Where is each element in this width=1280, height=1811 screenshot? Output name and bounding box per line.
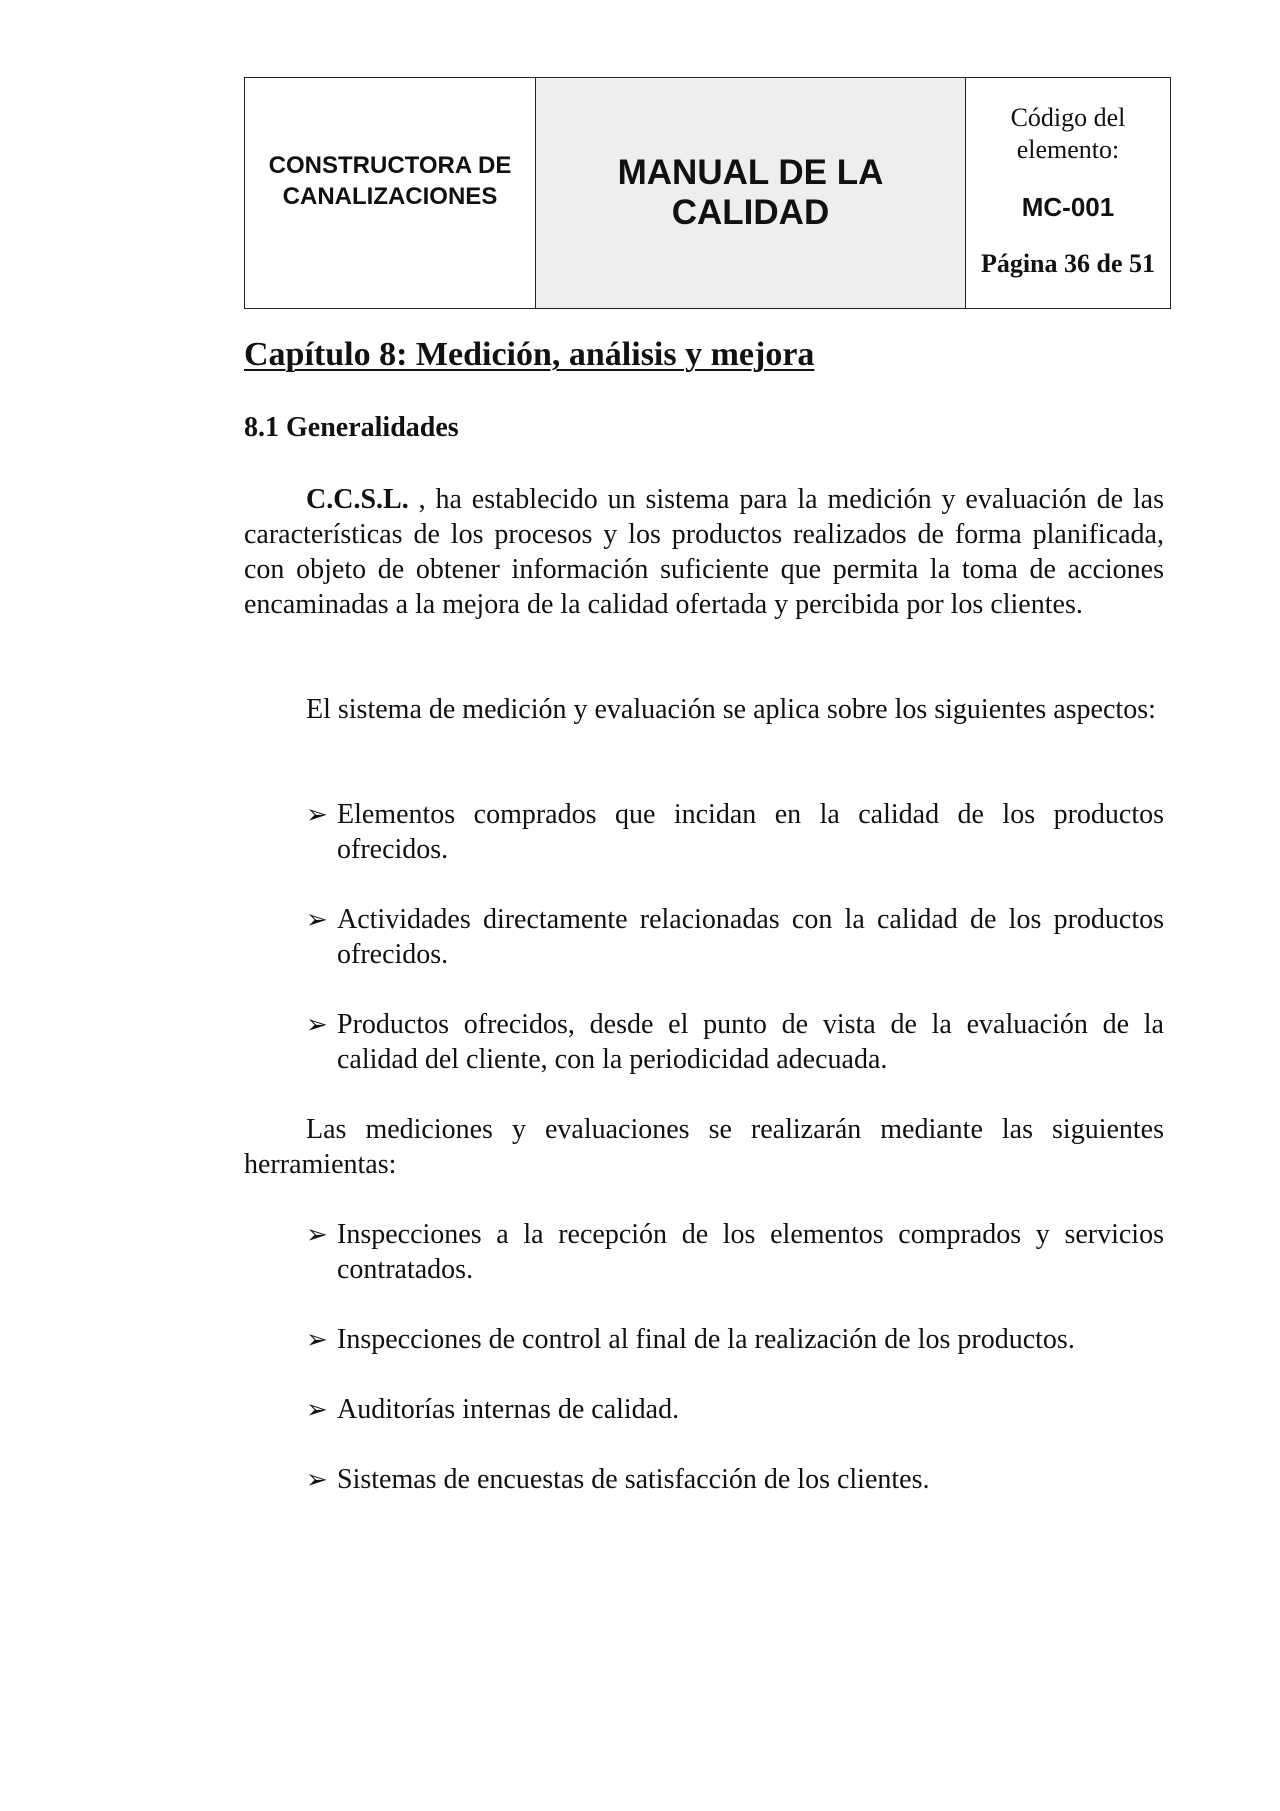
chapter-title: Capítulo 8: Medición, análisis y mejora — [244, 336, 815, 373]
code-label: Código del elemento: — [1010, 102, 1126, 164]
list-item-text: Auditorías internas de calidad. — [337, 1394, 680, 1425]
company-name: CONSTRUCTORA DE CANALIZACIONES — [268, 152, 512, 210]
arrow-bullet-icon: ➢ — [306, 1220, 328, 1249]
list-item — [306, 1007, 1164, 1077]
header-title-cell — [536, 78, 966, 308]
paragraph-intro — [244, 482, 1164, 622]
arrow-bullet-icon: ➢ — [306, 800, 328, 829]
company-acronym: C.C.S.L. — [306, 484, 409, 515]
list-item — [306, 1217, 1164, 1287]
list-item-text: Productos ofrecidos, desde el punto de vista de la evaluación de la calidad del cliente, con la periodicidad adecuada. — [337, 1009, 1164, 1075]
arrow-bullet-icon: ➢ — [306, 1465, 328, 1494]
list-item — [306, 902, 1164, 972]
arrow-bullet-icon: ➢ — [306, 1395, 328, 1424]
list-item-text: Actividades directamente relacionadas con la calidad de los productos ofrecidos. — [337, 904, 1164, 970]
page-number: Página 36 de 51 — [980, 248, 1156, 278]
code-value: MC-001 — [1021, 191, 1115, 222]
manual-title: MANUAL DE LA CALIDAD — [617, 153, 884, 232]
list-item-text: Sistemas de encuestas de satisfacción de los clientes. — [337, 1464, 930, 1495]
paragraph-intro-text: , ha establecido un sistema para la medición y evaluación de las características de los procesos y los productos realizados de forma planificada, con objeto de obtener información suficiente que permita la toma de acciones encaminadas a la mejora de la calidad ofertada y percibida por los clientes. — [244, 484, 1164, 620]
list-item-text: Elementos comprados que incidan en la calidad de los productos ofrecidos. — [337, 799, 1164, 865]
paragraph-aspects: El sistema de medición y evaluación se aplica sobre los siguientes aspectos: — [306, 694, 1156, 725]
arrow-bullet-icon: ➢ — [306, 1325, 328, 1354]
header-table — [244, 77, 1171, 309]
list-item — [306, 1462, 1164, 1497]
header-company-cell — [245, 78, 536, 308]
section-title: 8.1 Generalidades — [244, 412, 459, 443]
list-item — [306, 1392, 1164, 1427]
list-item-text: Inspecciones de control al final de la realización de los productos. — [337, 1324, 1075, 1355]
header-code-cell — [966, 78, 1170, 308]
arrow-bullet-icon: ➢ — [306, 1010, 328, 1039]
list-item — [306, 797, 1164, 867]
list-item — [306, 1322, 1164, 1357]
list-item-text: Inspecciones a la recepción de los elementos comprados y servicios contratados. — [337, 1219, 1164, 1285]
paragraph-tools: Las mediciones y evaluaciones se realizarán mediante las siguientes herramientas: — [244, 1114, 1164, 1180]
arrow-bullet-icon: ➢ — [306, 905, 328, 934]
